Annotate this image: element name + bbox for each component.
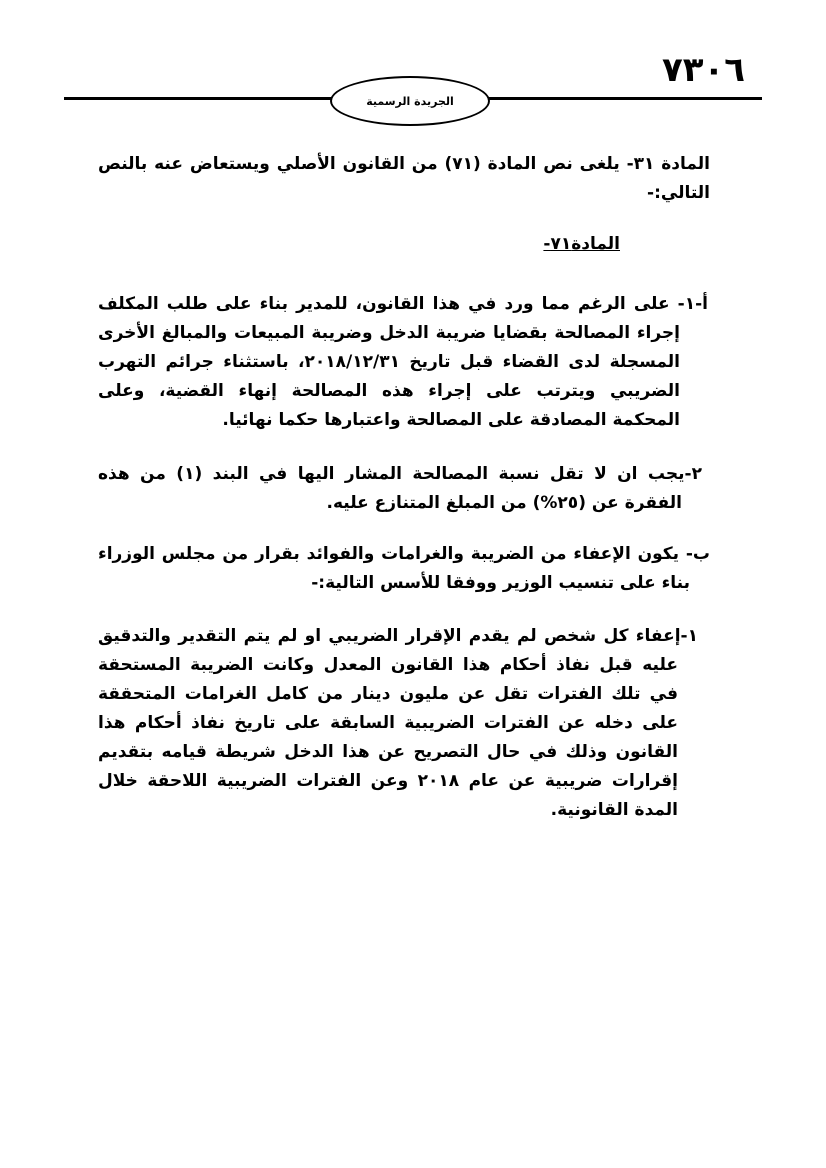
clause-b-1: ١-إعفاء كل شخص لم يقدم الإقرار الضريبي او لم يتم التقدير والتدقيق عليه قبل نفاذ أحكام هذا القانون المعدل وكانت الضريبة المستحقة في تلك الفترات تقل عن مليون دينار من كامل الغرامات المتحققة على دخله عن الفترات الضريبية السابقة على تاريخ نفاذ أحكام هذا القانون وذلك في حال التصريح عن هذا الدخل شريطة قيامه بتقديم إقرارات ضريبية عن عام ٢٠١٨ وعن الفترات الضريبية اللاحقة خلال المدة القانونية. — [98, 626, 698, 820]
article-body — [98, 150, 710, 825]
gazette-title: الجريدة الرسمية — [366, 94, 454, 108]
article-heading — [98, 230, 710, 259]
gazette-title-badge — [330, 76, 490, 126]
page-number: ٧٣٠٦ — [662, 50, 746, 90]
clause-a-1: أ-١- على الرغم مما ورد في هذا القانون، للمدير بناء على طلب المكلف إجراء المصالحة بقضايا ضريبة الدخل وضريبة المبيعات والمبالغ الأخرى المسجلة لدى القضاء قبل تاريخ ٢٠١٨/١٢/٣١، باستثناء جرائم التهرب الضريبي ويترتب على إجراء هذه المصالحة إنهاء القضية، وعلى المحكمة المصادقة على المصالحة واعتبارها حكما نهائيا. — [98, 294, 708, 430]
article-heading-text: المادة٧١- — [543, 234, 620, 254]
clause-b: ب- يكون الإعفاء من الضريبة والغرامات والفوائد بقرار من مجلس الوزراء بناء على تنسيب الوزير ووفقا للأسس التالية:- — [98, 544, 710, 593]
article-intro: المادة ٣١- يلغى نص المادة (٧١) من القانون الأصلي ويستعاض عنه بالنص التالي:- — [98, 154, 710, 203]
clause-a-2: ٢-يجب ان لا تقل نسبة المصالحة المشار اليها في البند (١) من هذه الفقرة عن (٢٥%) من المبلغ المتنازع عليه. — [98, 464, 702, 513]
